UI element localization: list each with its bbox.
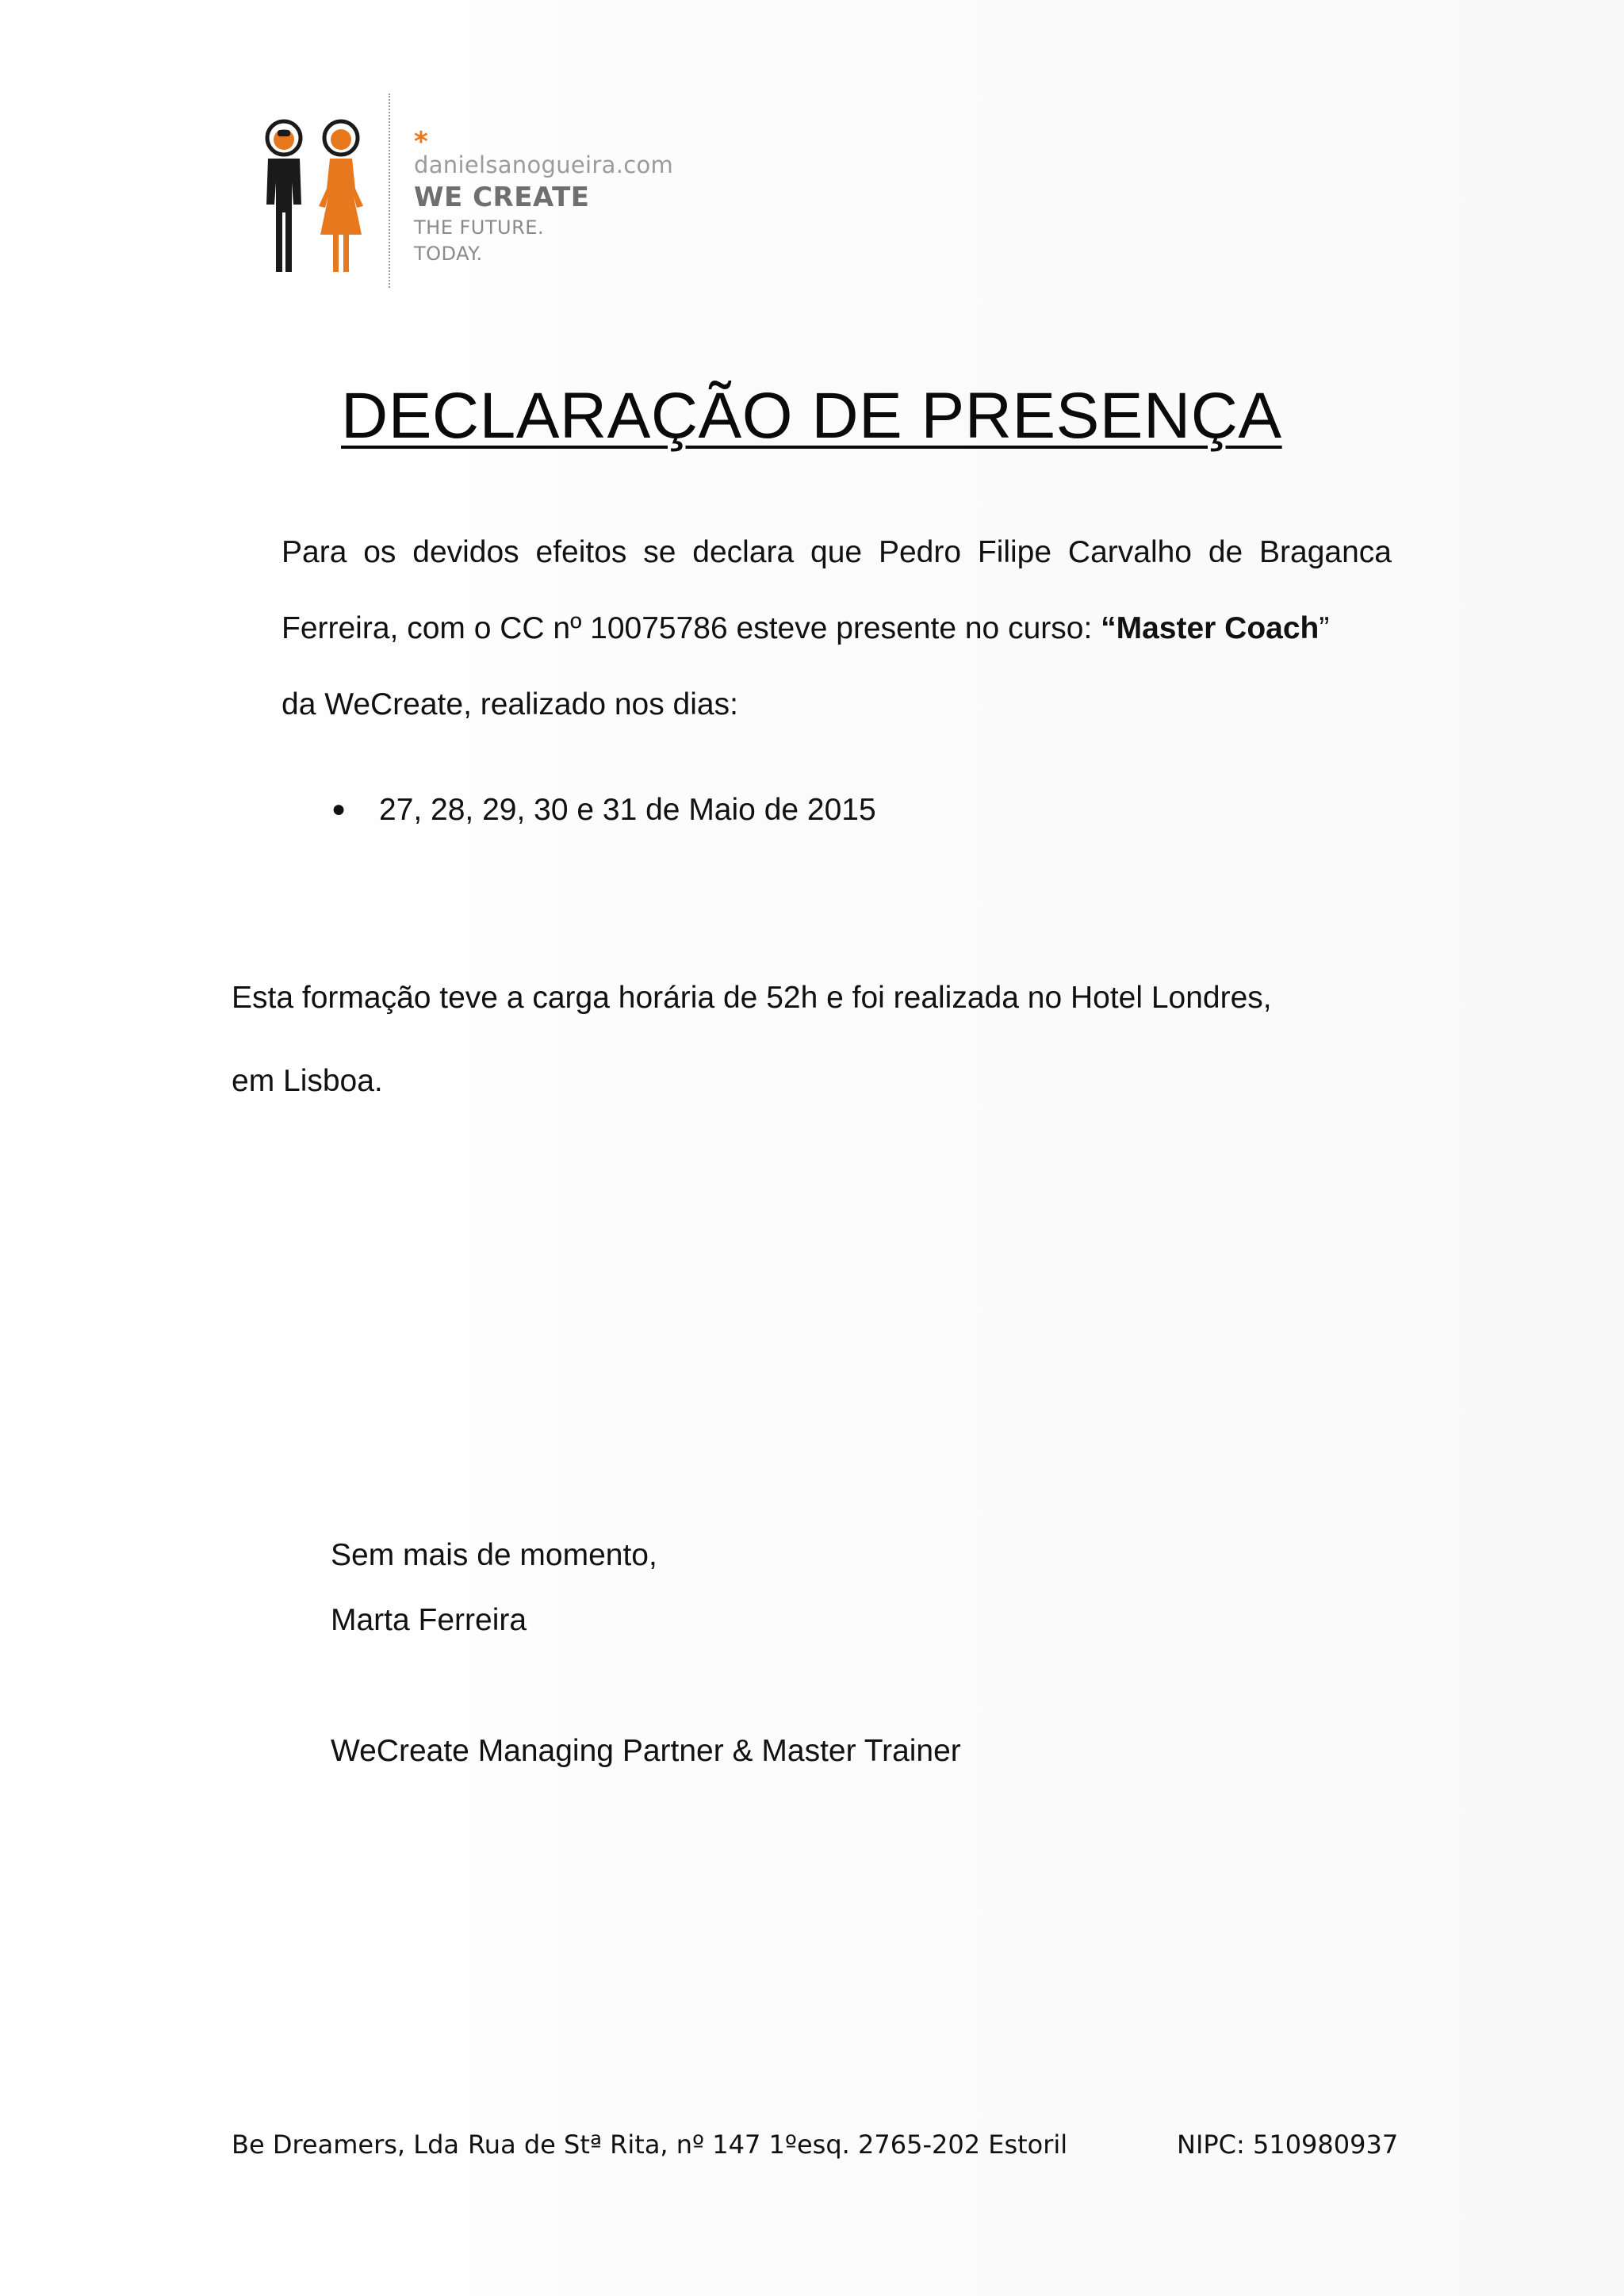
course-name: “Master Coach — [1101, 611, 1320, 645]
logo-brand: WE CREATE — [414, 182, 590, 213]
company-logo — [238, 94, 698, 292]
bullet-icon: ● — [331, 796, 347, 822]
logo-domain: danielsanogueira.com — [414, 151, 674, 178]
signer-role: WeCreate Managing Partner & Master Trainer — [331, 1734, 961, 1768]
footer-address: Rua de Stª Rita, nº 147 1ºesq. 2765-202 Estoril — [468, 2130, 1068, 2160]
declaration-line-1: Para os devidos efeitos se declara que Pedro Filipe Carvalho de Braganca — [282, 535, 1392, 569]
logo-tagline-1: THE FUTURE. — [414, 216, 545, 239]
logo-text-block — [414, 128, 673, 263]
page-background — [238, 0, 1624, 2296]
declaration-line-2-suffix: ” — [1319, 611, 1330, 645]
footer-nipc: NIPC: 510980937 — [1177, 2130, 1399, 2160]
male-figure-icon — [266, 121, 301, 272]
declaration-line-2-prefix: Ferreira, com o CC nº 10075786 esteve presente no curso: — [282, 611, 1101, 645]
people-figures-icon — [246, 117, 381, 276]
list-item-dates — [331, 793, 876, 828]
signer-name: Marta Ferreira — [331, 1603, 527, 1637]
training-details-line-2: em Lisboa. — [232, 1064, 383, 1098]
document-title: DECLARAÇÃO DE PRESENÇA — [341, 380, 1282, 452]
dates-text: 27, 28, 29, 30 e 31 de Maio de 2015 — [379, 793, 876, 827]
female-figure-icon — [319, 121, 363, 272]
closing-greeting: Sem mais de momento, — [331, 1538, 657, 1572]
declaration-line-3: da WeCreate, realizado nos dias: — [282, 687, 738, 721]
logo-star-icon: * — [414, 126, 428, 158]
logo-divider — [389, 94, 390, 288]
logo-tagline-2: TODAY. — [414, 243, 483, 265]
declaration-line-2 — [282, 611, 1329, 646]
training-details-line-1: Esta formação teve a carga horária de 52h e foi realizada no Hotel Londres, — [232, 981, 1272, 1015]
footer-company: Be Dreamers, Lda — [232, 2130, 459, 2160]
